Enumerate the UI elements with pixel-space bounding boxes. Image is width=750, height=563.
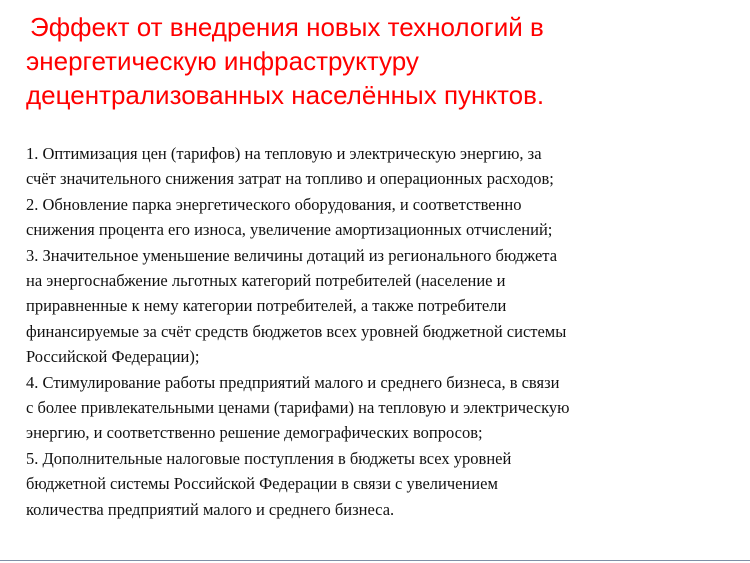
body-line: счёт значительного снижения затрат на топливо и операционных расходов; <box>26 169 554 189</box>
body-line: приравненные к нему категории потребителей, а также потребители <box>26 296 507 316</box>
body-line: количества предприятий малого и среднего бизнеса. <box>26 499 395 519</box>
body-line: 4. Стимулирование работы предприятий малого и среднего бизнеса, в связи <box>26 372 560 392</box>
body-line: 2. Обновление парка энергетического оборудования, и соответственно <box>26 194 522 214</box>
slide-title-line: децентрализованных населённых пунктов. <box>26 80 545 110</box>
bottom-divider <box>0 560 750 561</box>
body-line: бюджетной системы Российской Федерации в связи с увеличением <box>26 474 498 494</box>
slide-title <box>26 10 726 112</box>
body-line: с более привлекательными ценами (тарифами) на тепловую и электрическую <box>26 398 570 418</box>
body-line: на энергоснабжение льготных категорий потребителей (население и <box>26 271 506 291</box>
body-line: 1. Оптимизация цен (тарифов) на тепловую и электрическую энергию, за <box>26 144 542 163</box>
slide-title-line: энергетическую инфраструктуру <box>26 46 419 76</box>
body-line: Российской Федерации); <box>26 347 200 367</box>
body-line: энергию, и соответственно решение демографических вопросов; <box>26 423 483 443</box>
slide-title-line: Эффект от внедрения новых технологий в <box>30 12 544 42</box>
slide-body <box>26 141 726 522</box>
body-line: 5. Дополнительные налоговые поступления в бюджеты всех уровней <box>26 448 512 468</box>
body-line: 3. Значительное уменьшение величины дотаций из регионального бюджета <box>26 245 558 265</box>
body-line: финансируемые за счёт средств бюджетов всех уровней бюджетной системы <box>26 321 567 341</box>
body-line: снижения процента его износа, увеличение амортизационных отчислений; <box>26 220 553 240</box>
